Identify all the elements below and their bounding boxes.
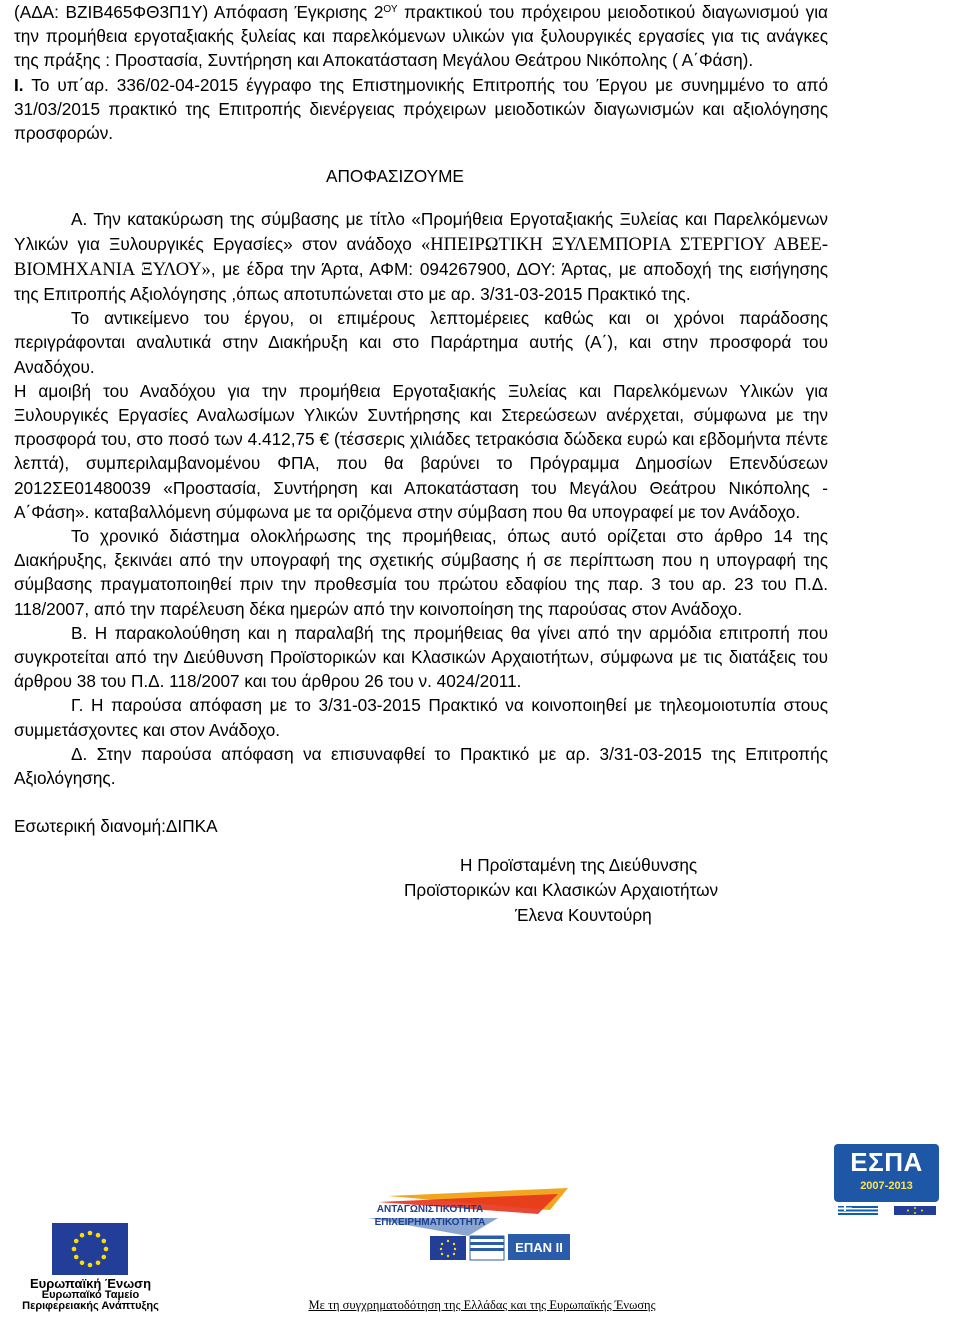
section-a-payment: Η αμοιβή του Αναδόχου για την προμήθεια Εργοταξιακής Ξυλείας και Παρελκόμενων Υλικών για Ξυλουργικές Εργασίες Αναλωσίμων Υλικών Συντήρησης και Στερεώσεων ανέρχεται, σύμφωνα με την προσφορά του, στο ποσό των 4.412,75 € (τέσσερις χιλιάδες τετρακόσια δώδεκα ευρώ και εβδομήντα πέντε λεπτά), συμπεριλαμβανομένου ΦΠΑ, που θα βαρύνει το Πρόγραμμα Δημοσίων Επενδύσεων 2012ΣΕ01480039 «Προστασία, Συντήρηση και Αποκατάσταση του Μεγάλου Θεάτρου Νικόπολης - Α΄Φάση». καταβαλλόμενη σύμφωνα με τα οριζόμενα στην σύμβαση που θα υπογραφεί με τον Ανάδοχο. — [14, 380, 828, 522]
program-epan: ΕΠΑΝ ΙΙ — [515, 1240, 563, 1255]
intro-superscript: ΟΥ — [383, 4, 398, 15]
signature-name: Έλενα Κουντούρη — [515, 904, 652, 925]
espa-years: 2007-2013 — [860, 1180, 913, 1192]
section-d: Δ. Στην παρούσα απόφαση να επισυναφθεί το Πρακτικό με αρ. 3/31-03-2015 της Επιτροπής Αξιολόγησης. — [14, 743, 828, 789]
eu-fund-line2: Περιφερειακής Ανάπτυξης — [22, 1299, 159, 1312]
espa-title: ΕΣΠΑ — [850, 1147, 923, 1177]
award-text: Α. Την κατακύρωση της σύμβασης με τίτλο «Προμήθεια Εργοταξιακής Ξυλείας και Παρελκόμενων Υλικών για Ξυλουργικές Εργασίες» στον ανάδοχο — [14, 209, 828, 254]
footer-logos — [0, 1132, 960, 1329]
reference-text: Το υπ΄αρ. 336/02-04-2015 έγγραφο της Επιστημονικής Επιτροπής του Έργου με συνημμένο το από 31/03/2015 πρακτικό της Επιτροπής διενέργειας πρόχειρων μειοδοτικών διαγωνισμών και αξιολόγησης προσφορών. — [14, 74, 828, 144]
program-line2: ΕΠΙΧΕΙΡΗΜΑΤΙΚΟΤΗΤΑ — [374, 1217, 486, 1228]
intro-subject: πρακτικού του πρόχειρου μειοδοτικού διαγωνισμού για την προμήθεια εργοταξιακής ξυλείας και παρελκόμενων υλικών για ξυλουργικές εργασίες για τις ανάγκες της πράξης : Προστασία, Συντήρηση και Αποκατάσταση Μεγάλου Θεάτρου Νικόπολης ( Α΄Φάση). — [14, 2, 828, 71]
intro-delta: Δ — [31, 2, 43, 22]
decision-intro — [14, 0, 828, 73]
espa-box — [834, 1144, 939, 1202]
section-c: Γ. Η παρούσα απόφαση με το 3/31-03-2015 Πρακτικό να κοινοποιηθεί με τηλεομοιοτυπία στους συμμετάσχοντες και στον Ανάδοχο. — [14, 695, 828, 740]
contractor-name: «ΗΠΕΙΡΩΤΙΚΗ ΞΥΛΕΜΠΟΡΙΑ ΣΤΕΡΓΙΟΥ ΑΒΕΕ-ΒΙΟΜΗΧΑΝΙΑ ΞΥΛΟΥ» — [14, 234, 828, 280]
reference-label: Ι. — [14, 74, 24, 95]
decision-heading: ΑΠΟΦΑΣΙΖΟΥΜΕ — [326, 166, 464, 187]
intro-prefix: (Α — [14, 2, 32, 22]
section-a-object: Το αντικείμενο του έργου, οι επιμέρους λεπτομέρειες καθώς και οι χρόνοι παράδοσης περιγράφονται αναλυτικά στην Διακήρυξη και στο Παράρτημα αυτής (Α΄), και στην προσφορά του Αναδόχου. — [14, 308, 828, 377]
espa-flags-icon — [838, 1206, 936, 1215]
intro-ada-title: Α: ΒΖΙΒ465ΦΘ3Π1Υ) Απόφαση Έγκρισης 2 — [42, 2, 384, 22]
signature-block — [14, 853, 828, 928]
section-b: Β. Η παρακολούθηση και η παραλαβή της προμήθειας θα γίνει από την αρμόδια επιτροπή που συγκροτείται από την Διεύθυνση Προϊστορικών και Κλασικών Αρχαιοτήτων, σύμφωνα με τις διατάξεις του άρθρου 38 του Π.Δ. 118/2007 και του άρθρου 26 του ν. 4024/2011. — [14, 622, 828, 692]
reference-paragraph — [14, 73, 828, 146]
eu-logo-text — [18, 1277, 163, 1311]
section-a-award — [14, 207, 828, 306]
document-body — [14, 0, 828, 928]
espa-logo — [834, 1144, 939, 1216]
eu-fund-line1: Ευρωπαϊκό Ταμείο — [41, 1289, 140, 1301]
internal-distribution: Εσωτερική διανομή:ΔΙΠΚΑ — [14, 816, 218, 837]
epan-program-logo — [318, 1188, 578, 1268]
program-line1: ΑΝΤΑΓΩΝΙΣΤΙΚΟΤΗΤΑ — [376, 1204, 484, 1215]
eu-name: Ευρωπαϊκή Ένωση — [29, 1276, 152, 1291]
section-a-timeline: Το χρονικό διάστημα ολοκλήρωσης της προμήθειας, όπως αυτό ορίζεται στο άρθρο 14 της Διακήρυξης, ξεκινάει από την υπογραφή της σχετικής σύμβασης ή σε περίπτωση που η υπογραφή της σύμβασης πραγματοποιηθεί πριν την προθεσμία του πρώτου εδαφίου της παρ. 3 του αρ. 23 του Π.Δ. 118/2007, από την παρέλευση δέκα ημερών από την κοινοποίηση της παρούσας στον Ανάδοχο. — [14, 526, 828, 619]
signature-department: Προϊστορικών και Κλασικών Αρχαιοτήτων — [404, 879, 719, 900]
award-text-end: , με έδρα την Άρτα, ΑΦΜ: 094267900, ΔΟΥ: Άρτας, με αποδοχή της εισήγησης της Επιτροπής Αξιολόγησης ,όπως αποτυπώνεται στο με αρ. 3/31-03-2015 Πρακτικό της. — [14, 258, 828, 305]
signature-title: Η Προϊσταμένη της Διεύθυνσης — [460, 854, 698, 875]
cofunding-note: Με τη συγχρηματοδότηση της Ελλάδας και της Ευρωπαϊκής Ένωσης — [308, 1298, 656, 1312]
eu-logo — [18, 1223, 163, 1312]
eu-flag-icon — [52, 1223, 128, 1275]
